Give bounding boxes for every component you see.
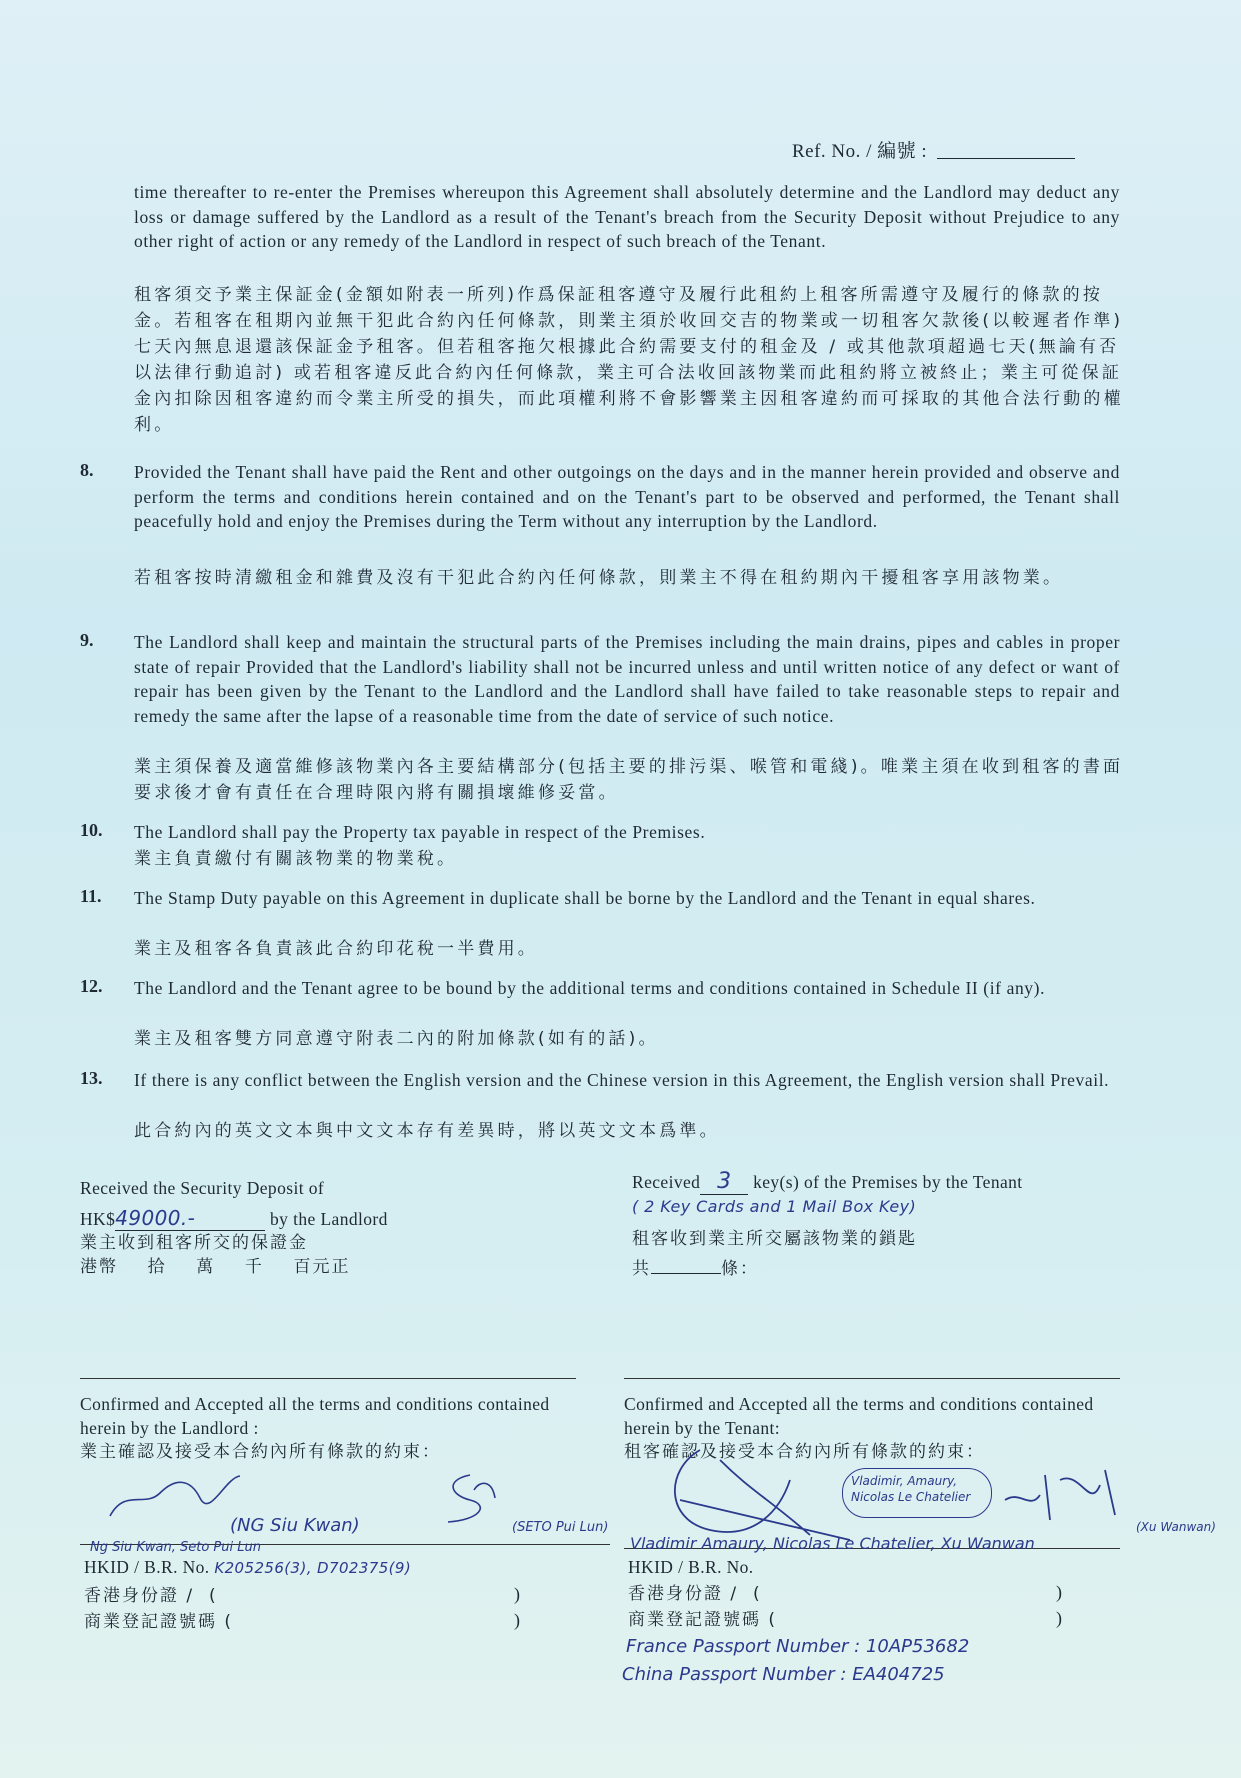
keys-note: ( 2 Key Cards and 1 Mail Box Key) [632,1197,917,1216]
ref-number [792,136,1075,163]
deposit-by-landlord: by the Landlord [270,1209,388,1229]
clause-9-chinese: 業主須保養及適當維修該物業內各主要結構部分(包括主要的排污渠、喉管和電綫)。唯業主須在收到租客的書面要求後才會有責任在合理時限內將有關損壞維修妥當。 [134,757,1124,803]
clause-8-english: Provided the Tenant shall have paid the Rent and other outgoings on the days and in the manner herein provided and observe and perform the terms and conditions herein contained and on the Tenant's part to be observed and performed, the Tenant shall peacefully hold and enjoy the Premises during the Term without any interruption by the Landlord. [134,462,1120,531]
tenant-top-line [624,1378,1120,1379]
deposit-amount: 49000.- [115,1206,265,1231]
keys-received: Received [632,1172,701,1192]
ref-blank-line [937,144,1075,159]
landlord-hkid-label: HKID / B.R. No. [84,1557,210,1577]
landlord-hkid-line [84,1555,411,1580]
landlord-confirm-en: Confirmed and Accepted all the terms and conditions contained herein by the Landlord : [80,1394,550,1438]
landlord-sig-name-1: (NG Siu Kwan) [230,1515,360,1536]
deposit-chinese-1: 業主收到租客所交的保證金 [80,1233,308,1253]
clause-13-number: 13. [80,1068,103,1088]
tenant-hkid-line [628,1555,754,1579]
tenant-confirm-en: Confirmed and Accepted all the terms and conditions contained herein by the Tenant: [624,1394,1094,1438]
landlord-hkid-numbers: K205256(3), D702375(9) [214,1559,412,1577]
clause-8-number: 8. [80,460,94,480]
landlord-sig-name-2: (SETO Pui Lun) [512,1520,609,1535]
clause-8-chinese: 若租客按時清繳租金和雜費及沒有干犯此合約內任何條款，則業主不得在租約期內干擾租客享用該物業。 [134,568,1064,588]
tenant-passport-france: France Passport Number : 10AP53682 [626,1636,970,1657]
tenant-signature-2 [1000,1460,1130,1530]
keys-count-blank [651,1273,721,1274]
tenant-names-in-oval: Vladimir, Amaury, Nicolas Le Chatelier [851,1474,971,1504]
clause-7-english: time thereafter to re-enter the Premises whereupon this Agreement shall absolutely determine and the Landlord may deduct any loss or damage suffered by the Landlord as a result of the Tenant's breach from the Security Deposit without Prejudice to any other right of action or any remedy of the Landlord in respect of such breach of the Tenant. [134,182,1120,251]
keys-suffix: key(s) of the Premises by the Tenant [753,1172,1023,1192]
landlord-confirm-block [80,1392,600,1464]
clause-12-chinese: 業主及租客雙方同意遵守附表二內的附加條款(如有的話)。 [134,1029,659,1049]
tenant-signature-1 [660,1440,860,1545]
tenant-hkid-label: HKID / B.R. No. [628,1557,754,1577]
tenant-passport-china: China Passport Number : EA404725 [622,1664,945,1685]
landlord-signature-2 [440,1470,500,1530]
security-deposit-block [80,1176,560,1279]
landlord-confirm-zh: 業主確認及接受本合約內所有條款的約束： [80,1442,441,1462]
landlord-names-handwritten: Ng Siu Kwan, Seto Pui Lun [90,1540,261,1555]
tenant-names-handwritten: Vladimir Amaury, Nicolas Le Chatelier, Xu Wanwan [630,1534,1035,1553]
keys-chinese-prefix: 共 [632,1259,651,1279]
tenant-sig-name-3: (Xu Wanwan) [1136,1520,1216,1534]
tenant-hkid-zh: 香港身份證 / ( [628,1584,762,1604]
tenant-confirm-zh: 租客確認及接受本合約內所有條款的約束： [624,1442,985,1462]
clause-10-number: 10. [80,820,103,840]
clause-9-english: The Landlord shall keep and maintain the structural parts of the Premises including the main drains, pipes and cables in proper state of repair Provided that the Landlord's liability shall not be incurred unless and until written notice of any defect or want of repair has been given by the Tenant to the Landlord and the Landlord shall have failed to take reasonable steps to repair and remedy the same after the lapse of a reasonable time from the date of service of such notice. [134,632,1120,726]
landlord-br-zh-label: 商業登記證號碼 [84,1612,217,1632]
clause-9-number: 9. [80,630,94,650]
deposit-chinese-2: 港幣 拾 萬 千 百元正 [80,1257,351,1277]
landlord-hkid-zh-label: 香港身份證 / [84,1586,195,1606]
clause-13-english: If there is any conflict between the English version and the Chinese version in this Agreement, the English version shall Prevail. [134,1070,1110,1090]
tenant-names-oval [842,1468,992,1518]
landlord-br-zh: 商業登記證號碼 ( [84,1612,234,1632]
keys-chinese-suffix: 條： [721,1259,759,1279]
landlord-hkid-close-paren: ) [514,1584,520,1604]
tenant-hkid-zh-label: 香港身份證 / [628,1584,739,1604]
clause-12-number: 12. [80,976,103,996]
clause-13-chinese: 此合約內的英文文本與中文文本存有差異時，將以英文文本爲準。 [134,1121,720,1141]
clause-12-english: The Landlord and the Tenant agree to be bound by the additional terms and conditions contained in Schedule II (if any). [134,978,1046,998]
clause-10-english: The Landlord shall pay the Property tax payable in respect of the Premises. [134,822,706,842]
tenant-br-zh-label: 商業登記證號碼 [628,1610,761,1630]
tenant-hkid-close-paren: ) [1056,1582,1062,1602]
clause-11-english: The Stamp Duty payable on this Agreement in duplicate shall be borne by the Landlord and the Tenant in equal shares. [134,888,1036,908]
landlord-br-close-paren: ) [514,1610,520,1630]
deposit-line1: Received the Security Deposit of [80,1178,325,1198]
landlord-hkid-zh: 香港身份證 / ( [84,1586,218,1606]
keys-block [632,1170,1122,1281]
keys-count: 3 [700,1170,748,1195]
clause-7-chinese: 租客須交予業主保証金(金額如附表一所列)作爲保証租客遵守及履行此租約上租客所需遵守及履行的條款的按金。若租客在租期內並無干犯此合約內任何條款，則業主須於收回交吉的物業或一切租客欠款後(以較遲者作準)七天內無息退還該保証金予租客。但若租客拖欠根據此合約需要支付的租金及 / 或其他款項超過七天(無論有否以法律行動追討) 或若租客違反此合約內任何條款，業主可合法收回該物業而此租約將立被終止；業主可從保証金內扣除因租客違約而令業主所受的損失，而此項權利將不會影響業主因租客違約而可採取的其他合法行動的權利。 [134,285,1124,435]
tenant-br-close-paren: ) [1056,1608,1062,1628]
clause-10-chinese: 業主負責繳付有關該物業的物業稅。 [134,849,458,869]
clause-11-number: 11. [80,886,102,906]
tenant-br-zh: 商業登記證號碼 ( [628,1610,778,1630]
ref-label: Ref. No. / 編號 : [792,141,928,162]
landlord-signature-1 [105,1468,245,1528]
deposit-currency: HK$ [80,1209,116,1229]
keys-chinese-1: 租客收到業主所交屬該物業的鎖匙 [632,1229,917,1249]
landlord-top-line [80,1378,576,1379]
clause-11-chinese: 業主及租客各負責該此合約印花稅一半費用。 [134,939,538,959]
